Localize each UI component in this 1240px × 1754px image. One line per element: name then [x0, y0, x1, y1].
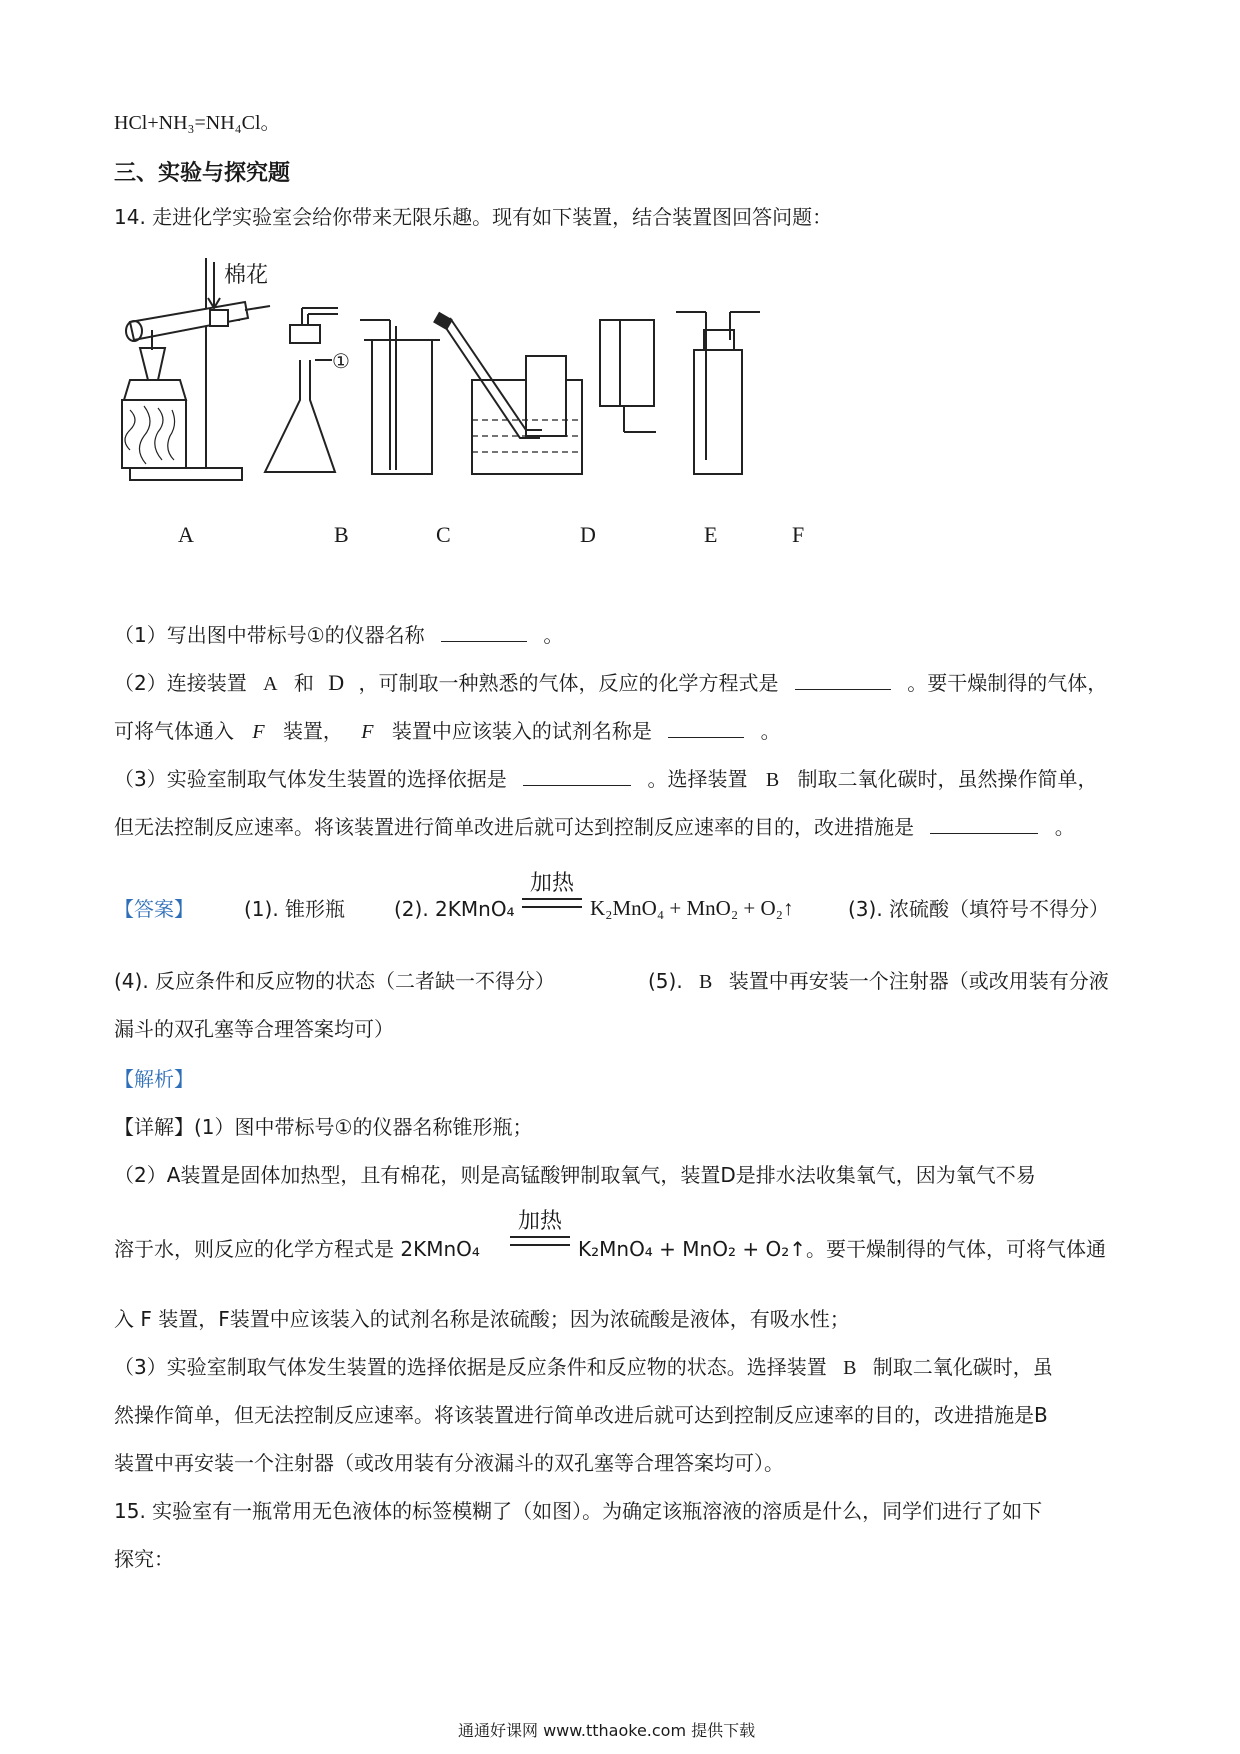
q15-stem-line1: 15. 实验室有一瓶常用无色液体的标签模糊了（如图）。为确定该瓶溶液的溶质是什么，同学们进行了如下: [114, 1499, 1043, 1523]
q14-part3-seg: 。选择装置: [647, 767, 748, 791]
fig-label-c: C: [436, 522, 451, 547]
analysis-detail-3b: 然操作简单，但无法控制反应速率。将该装置进行简单改进后就可达到控制反应速率的目的，改进措施是B: [114, 1403, 1048, 1427]
analysis-detail-2b-tail: K₂MnO₄ + MnO₂ + O₂↑。要干燥制得的气体，可将气体通: [578, 1237, 1106, 1261]
answer-4: (4). 反应条件和反应物的状态（二者缺一不得分）: [114, 969, 556, 993]
section-title: 三、实验与探究题: [114, 161, 291, 186]
q14-part3-line1: [114, 766, 1098, 793]
double-arrow-2: [510, 1236, 570, 1246]
reaction-arrow-2: [508, 1210, 572, 1246]
device-f: F: [361, 721, 374, 743]
analysis-detail-2a: （2）A装置是固体加热型，且有棉花，则是高锰酸钾制取氧气，装置D是排水法收集氧气，因为氧气不易: [114, 1163, 1036, 1187]
analysis-detail-3a-text: （3）实验室制取气体发生装置的选择依据是反应条件和反应物的状态。选择装置: [114, 1355, 827, 1379]
reaction-condition-2: 加热: [517, 1209, 562, 1234]
q14-part2-seg: 装置中应该装入的试剂名称是: [391, 719, 652, 743]
q14-part1: [114, 622, 563, 648]
apparatus-b: [265, 308, 338, 472]
answer-5-text: 装置中再安装一个注射器（或改用装有分液: [728, 969, 1109, 993]
answer-5-line1: [648, 968, 1109, 995]
q14-part2-seg: ，可制取一种熟悉的气体，反应的化学方程式是: [358, 671, 779, 695]
q14-part2-line2: [114, 718, 781, 745]
device-b: B: [765, 769, 780, 791]
analysis-detail-2b: 溶于水，则反应的化学方程式是 2KMnO₄: [114, 1237, 480, 1261]
analysis-detail-2c: 入 F 装置，F装置中应该装入的试剂名称是浓硫酸；因为浓硫酸是液体，有吸水性；: [114, 1307, 850, 1331]
answer-2-products: K₂MnO₄ + MnO₂ + O₂↑: [590, 896, 794, 920]
device-b: B: [699, 971, 713, 993]
analysis-detail-3a-tail: 制取二氧化碳时，虽: [872, 1355, 1053, 1379]
device-a: A: [263, 673, 278, 695]
apparatus-d: [434, 313, 582, 474]
apparatus-c: [360, 320, 440, 474]
analysis-detail-1: 【详解】(1）图中带标号①的仪器名称锥形瓶；: [114, 1115, 533, 1139]
answer-1: (1). 锥形瓶: [244, 897, 346, 921]
fig-label-d: D: [580, 522, 596, 547]
q14-part3-seg: 制取二氧化碳时，虽然操作简单，: [797, 767, 1098, 791]
answer-5-num: (5).: [648, 969, 683, 993]
answer-blank-1[interactable]: [441, 623, 527, 642]
q14-part2-seg: 。: [760, 719, 781, 743]
reaction-arrow-1: [520, 872, 584, 908]
q14-part3-seg: （3）实验室制取气体发生装置的选择依据是: [114, 767, 507, 791]
apparatus-figure: [110, 250, 870, 550]
q14-stem: 14. 走进化学实验室会给你带来无限乐趣。现有如下装置，结合装置图回答问题：: [114, 205, 833, 229]
analysis-tag: 【解析】: [114, 1067, 194, 1091]
fig-label-f: F: [792, 522, 805, 547]
cotton-label: 棉花: [224, 263, 269, 288]
q14-part3-seg: 但无法控制反应速率。将该装置进行简单改进后就可达到控制反应速率的目的，改进措施是: [114, 815, 914, 839]
q14-part2-seg: 装置，: [282, 719, 343, 743]
answer-5-line2: 漏斗的双孔塞等合理答案均可）: [114, 1017, 394, 1041]
double-arrow-1: [522, 898, 582, 908]
answer-tag: 【答案】: [114, 897, 194, 921]
answer-blank-2[interactable]: [795, 671, 891, 690]
q14-part1-text: （1）写出图中带标号①的仪器名称: [114, 623, 425, 647]
q14-part3-seg: 。: [1054, 815, 1075, 839]
answer-blank-5[interactable]: [930, 815, 1038, 834]
q14-part2-line1: [114, 670, 1107, 697]
device-b: B: [843, 1357, 857, 1379]
answer-3: (3). 浓硫酸（填符号不得分）: [848, 897, 1110, 921]
q14-part2-seg: （2）连接装置: [114, 671, 247, 695]
prev-equation: HCl+NH₃=NH₄Cl。: [114, 112, 281, 134]
q14-part2-seg: 和: [293, 671, 314, 695]
apparatus-a: [122, 258, 270, 480]
fig-label-b: B: [334, 522, 349, 547]
device-d: D: [328, 670, 345, 695]
q14-part2-seg: 可将气体通入: [114, 719, 234, 743]
marker-1: ①: [332, 351, 350, 373]
q15-stem-line2: 探究：: [114, 1547, 174, 1571]
answer-blank-4[interactable]: [523, 767, 631, 786]
q14-part3-line2: [114, 814, 1075, 840]
answer-blank-3[interactable]: [668, 719, 744, 738]
fig-label-e: E: [704, 522, 718, 547]
analysis-detail-3c: 装置中再安装一个注射器（或改用装有分液漏斗的双孔塞等合理答案均可）。: [114, 1451, 784, 1475]
device-f: F: [252, 721, 265, 743]
apparatus-f: [676, 312, 760, 474]
q14-part2-seg: 。要干燥制得的气体，: [907, 671, 1108, 695]
apparatus-e: [600, 320, 656, 432]
analysis-detail-3a: [114, 1354, 1053, 1381]
answer-2-reactant: (2). 2KMnO₄: [394, 897, 515, 921]
reaction-condition-1: 加热: [529, 871, 574, 896]
fig-label-a: A: [178, 522, 194, 547]
q14-part1-end: 。: [543, 623, 564, 647]
page-footer: 通通好课网 www.tthaoke.com 提供下载: [458, 1721, 756, 1740]
